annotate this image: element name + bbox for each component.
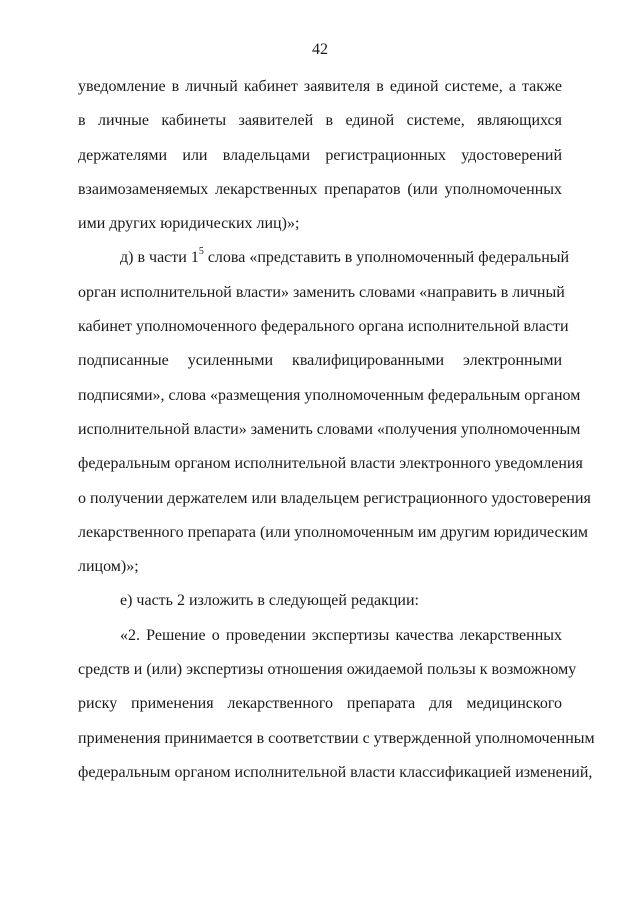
text-line: риску применения лекарственного препарата для медицинского [78, 695, 562, 713]
text-line: кабинет уполномоченного федерального органа исполнительной власти [78, 318, 569, 336]
text-line: подписанные усиленными квалифицированными электронными [78, 352, 562, 370]
text-fragment: д) в части 1 [120, 249, 199, 267]
text-line: федеральным органом исполнительной власти электронного уведомления [78, 455, 583, 473]
text-line: в личные кабинеты заявителей в единой системе, являющихся [78, 112, 562, 130]
text-line-quote-start: «2. Решение о проведении экспертизы качества лекарственных [120, 626, 562, 644]
text-line-amendment-e: е) часть 2 изложить в следующей редакции: [120, 592, 419, 610]
text-line: держателями или владельцами регистрационных удостоверений [78, 146, 562, 164]
text-line: подписями», слова «размещения уполномоченным федеральным органом [78, 386, 581, 404]
text-line: средств и (или) экспертизы отношения ожидаемой пользы к возможному [78, 661, 577, 679]
superscript: 5 [198, 246, 204, 258]
text-line: лицом)»; [78, 558, 139, 576]
text-line: ими других юридических лиц)»; [78, 215, 300, 233]
text-line: взаимозаменяемых лекарственных препаратов (или уполномоченных [78, 180, 562, 198]
page-number: 42 [312, 41, 328, 58]
text-line: применения принимается в соответствии с утвержденной уполномоченным [78, 729, 595, 747]
text-fragment: слова «представить в уполномоченный федеральный [203, 249, 570, 267]
text-line: федеральным органом исполнительной власти классификацией изменений, [78, 763, 593, 781]
text-line: лекарственного препарата (или уполномоченным им другим юридическим [78, 523, 589, 541]
text-line-amendment-d [78, 246, 570, 281]
document-body [78, 76, 595, 796]
text-line: исполнительной власти» заменить словами «получения уполномоченным [78, 420, 581, 438]
text-line: орган исполнительной власти» заменить словами «направить в личный [78, 283, 565, 301]
text-line: уведомление в личный кабинет заявителя в единой системе, а также [78, 78, 562, 95]
text-line: о получении держателем или владельцем регистрационного удостоверения [78, 489, 591, 507]
